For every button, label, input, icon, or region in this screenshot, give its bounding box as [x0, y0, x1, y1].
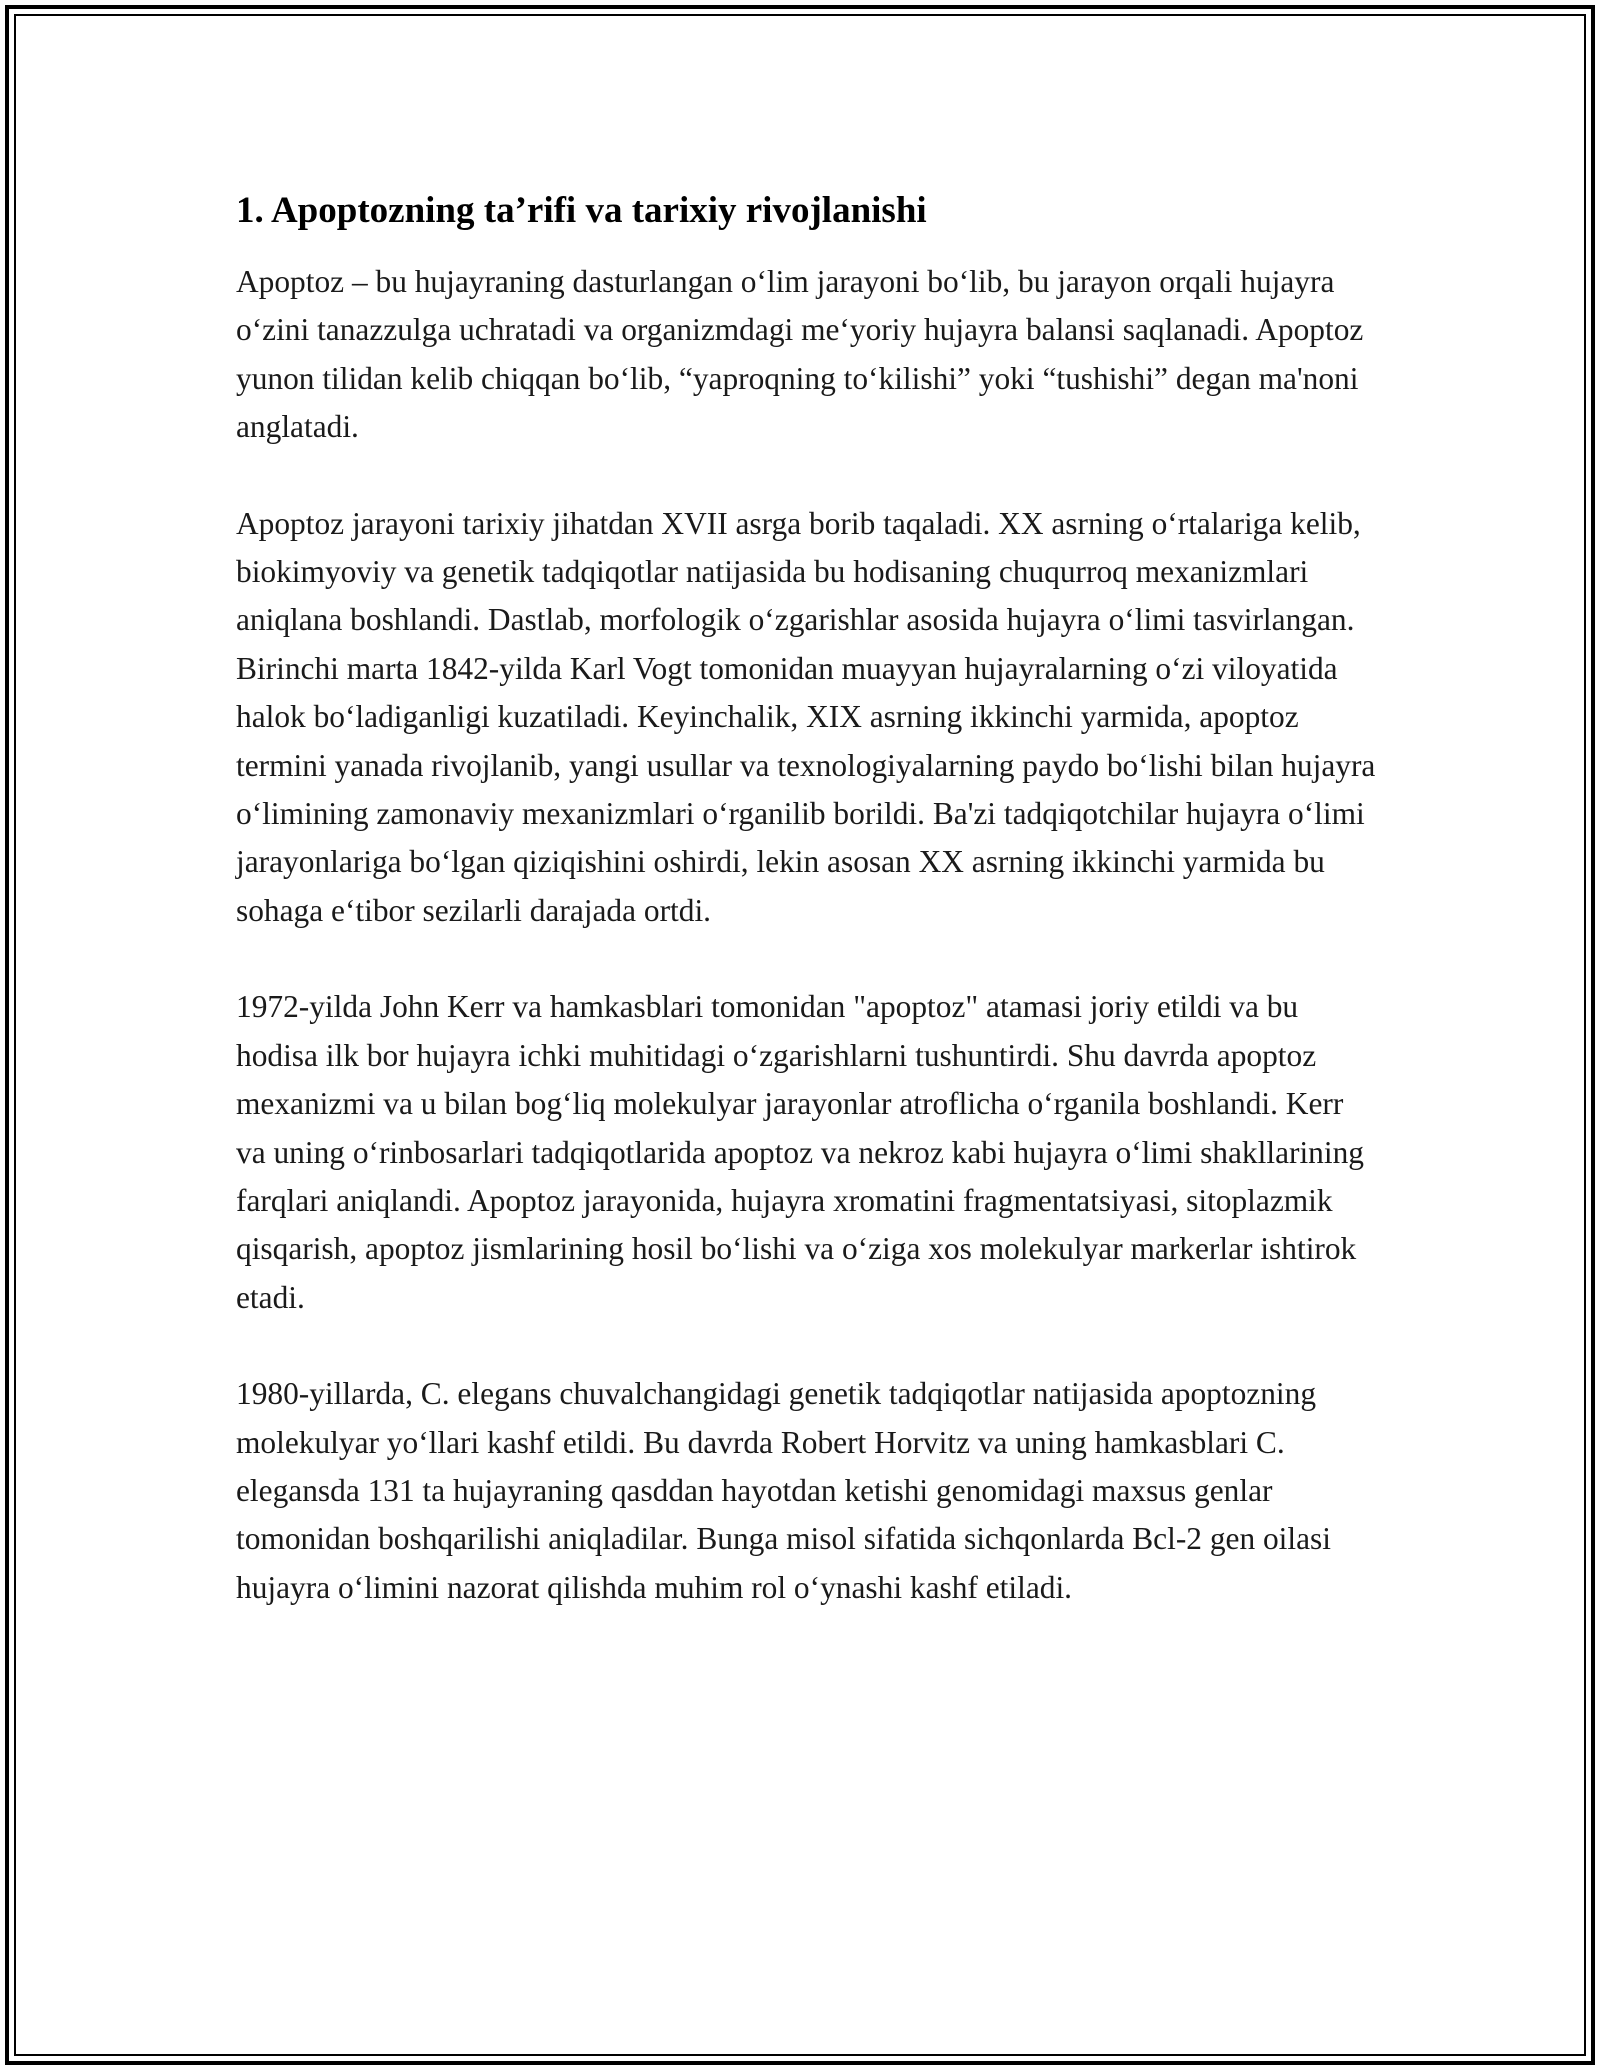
paragraph-history: Apoptoz jarayoni tarixiy jihatdan XVII asrga borib taqaladi. XX asrning o‘rtalariga kelib, biokimyoviy va genetik tadqiqotlar natijasida bu hodisaning chuqurroq mexanizmlari aniqlana boshlandi. Dastlab, morfologik o‘zgarishlar asosida hujayra o‘limi tasvirlangan. Birinchi marta 1842-yilda Karl Vogt tomonidan muayyan hujayralarning o‘zi viloyatida halok bo‘ladiganligi kuzatiladi. Keyinchalik, XIX asrning ikkinchi yarmida, apoptoz termini yanada rivojlanib, yangi usullar va texnologiyalarning paydo bo‘lishi bilan hujayra o‘limining zamonaviy mexanizmlari o‘rganilib borildi. Ba'zi tadqiqotchilar hujayra o‘limi jarayonlariga bo‘lgan qiziqishini oshirdi, lekin asosan XX asrning ikkinchi yarmida bu sohaga e‘tibor sezilarli darajada ortdi.	[236, 505, 1376, 928]
paragraph-definition: Apoptoz – bu hujayraning dasturlangan o‘lim jarayoni bo‘lib, bu jarayon orqali hujayra o‘zini tanazzulga uchratadi va organizmdagi me‘yoriy hujayra balansi saqlanadi. Apoptoz yunon tilidan kelib chiqqan bo‘lib, “yaproqning to‘kilishi” yoki “tushishi” degan ma'noni anglatadi.	[236, 264, 1364, 445]
paragraph-kerr: 1972-yilda John Kerr va hamkasblari tomonidan "apoptoz" atamasi joriy etildi va bu hodisa ilk bor hujayra ichki muhitidagi o‘zgarishlarni tushuntirdi. Shu davrda apoptoz mexanizmi va u bilan bog‘liq molekulyar jarayonlar atroflicha o‘rganila boshlandi. Kerr va uning o‘rinbosarlari tadqiqotlarida apoptoz va nekroz kabi hujayra o‘limi shakllarining farqlari aniqlandi. Apoptoz jarayonida, hujayra xromatini fragmentatsiyasi, sitoplazmik qisqarish, apoptoz jismlarining hosil bo‘lishi va o‘ziga xos molekulyar markerlar ishtirok etadi.	[236, 989, 1364, 1315]
paragraph-elegans: 1980-yillarda, C. elegans chuvalchangidagi genetik tadqiqotlar natijasida apoptozning molekulyar yo‘llari kashf etildi. Bu davrda Robert Horvitz va uning hamkasblari C. elegansda 131 ta hujayraning qasddan hayotdan ketishi genomidagi maxsus genlar tomonidan boshqarilishi aniqladilar. Bunga misol sifatida sichqonlarda Bcl-2 gen oilasi hujayra o‘limini nazorat qilishda muhim rol o‘ynashi kashf etiladi.	[236, 1376, 1331, 1605]
document-body	[236, 186, 1376, 1660]
section-heading: 1. Apoptozning ta’rifi va tarixiy rivojlanishi	[236, 190, 927, 231]
